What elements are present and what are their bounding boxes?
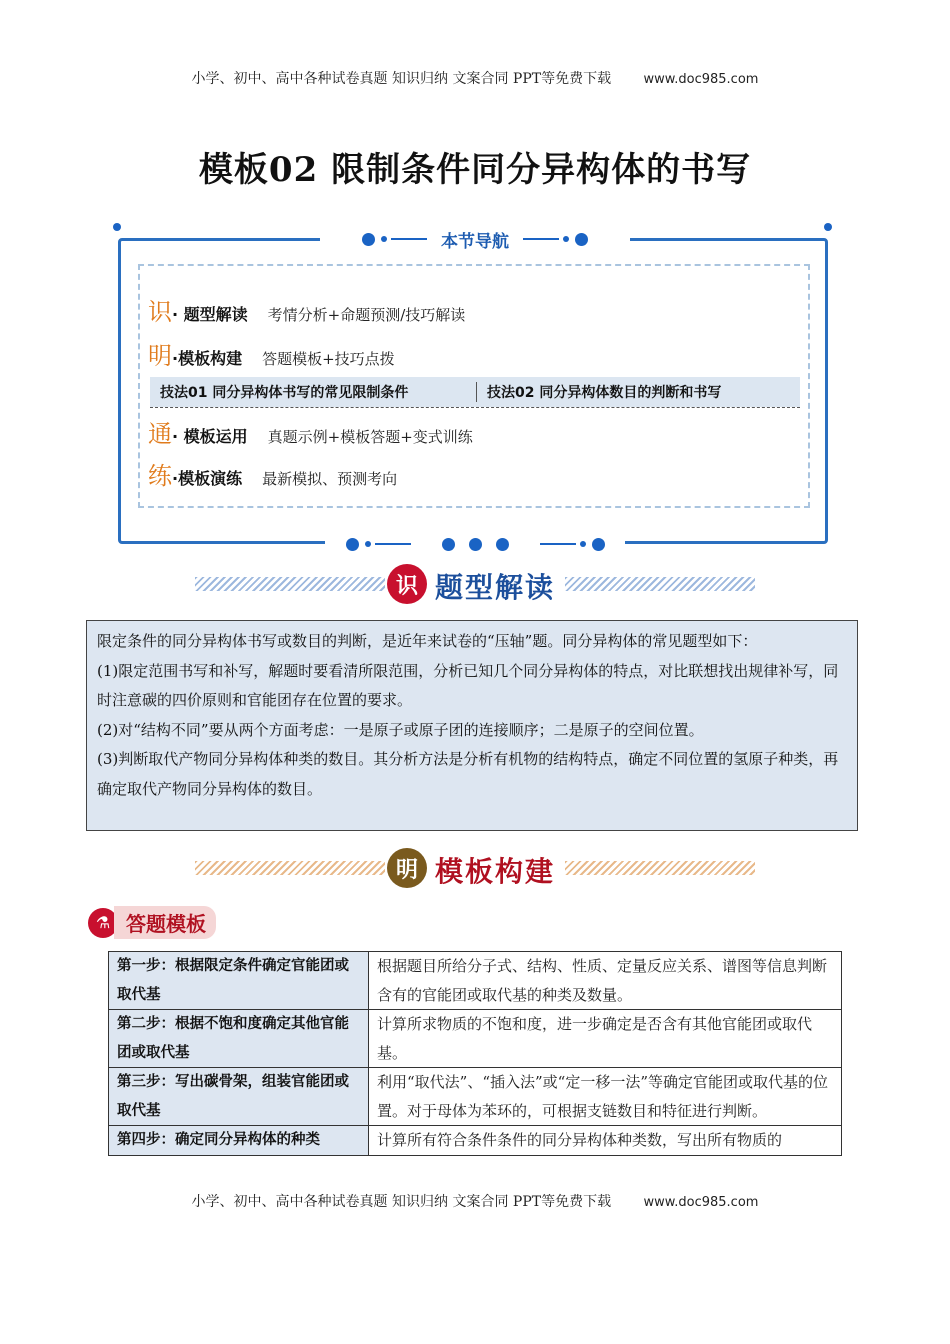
step-detail: 根据题目所给分子式、结构、性质、定量反应关系、谱图等信息判断含有的官能团或取代基的种类及数量。 [369,952,842,1010]
section-title: 模板构建 [435,855,556,888]
dot-icon [442,538,455,551]
skills-bar [150,377,800,407]
banner-stripe [195,577,385,591]
step-key: 第一步：根据限定条件确定官能团或取代基 [109,952,369,1010]
line-decoration [375,543,411,545]
section-title: 题型解读 [435,571,556,604]
nav-item-char: 通 [148,420,172,448]
nav-item-key: · 题型解读 [172,305,248,324]
dot-icon [496,538,509,551]
intro-paragraph: 限定条件的同分异构体书写或数目的判断，是近年来试卷的“压轴”题。同分异构体的常见题型如下： [97,632,758,650]
nav-item-desc: 考情分析+命题预测/技巧解读 [267,306,466,324]
nav-item-char: 识 [148,298,172,326]
nav-heading-label: 本节导航 [441,231,509,252]
header-text: 小学、初中、高中各种试卷真题 知识归纳 文案合同 PPT等免费下载 [191,71,612,87]
intro-paragraph: (2)对“结构不同”要从两个方面考虑：一是原子或原子团的连接顺序；二是原子的空间位置。 [97,720,704,739]
banner-stripe [565,861,755,875]
flask-icon: ⚗ [88,908,118,938]
dot-icon [381,236,387,242]
nav-item-apply[interactable] [148,414,473,449]
dot-icon [575,233,588,246]
section-banner-template [195,846,755,890]
step-detail: 计算所求物质的不饱和度，进一步确定是否含有其他官能团或取代基。 [369,1010,842,1068]
footer-site-link[interactable]: www.doc985.com [643,1195,759,1210]
nav-item-key: · 模板运用 [172,427,248,446]
corner-dot-icon [824,223,832,231]
intro-box [86,620,858,831]
table-row [109,1126,842,1156]
dot-icon [563,236,569,242]
header-site-link[interactable]: www.doc985.com [643,72,759,87]
step-detail: 利用“取代法”、“插入法”或“定一移一法”等确定官能团或取代基的位置。对于母体为苯环的，可根据支链数目和特征进行判断。 [369,1068,842,1126]
dot-icon [365,541,371,547]
table-row [109,952,842,1010]
intro-paragraph: (3)判断取代产物同分异构体种类的数目。其分析方法是分析有机物的结构特点，确定不同位置的氢原子种类，再确定取代产物同分异构体的数目。 [97,750,839,798]
line-decoration [391,238,427,240]
table-row [109,1068,842,1126]
seal-icon: 识 [387,564,427,604]
step-key: 第三步：写出碳骨架，组装官能团或取代基 [109,1068,369,1126]
line-decoration [540,543,576,545]
nav-item-desc: 真题示例+模板答题+变式训练 [267,428,473,446]
step-detail: 计算所有符合条件条件的同分异构体种类数，写出所有物质的 [369,1126,842,1156]
dot-icon [580,541,586,547]
footer-text: 小学、初中、高中各种试卷真题 知识归纳 文案合同 PPT等免费下载 [191,1194,612,1210]
seal-icon: 明 [387,848,427,888]
nav-heading [320,226,630,252]
intro-paragraph: (1)限定范围书写和补写，解题时要看清所限范围，分析已知几个同分异构体的特点，对比联想找出规律补写，同时注意碳的四价原则和官能团存在位置的要求。 [97,661,839,709]
dot-icon [362,233,375,246]
banner-stripe [565,577,755,591]
nav-item-build[interactable] [148,336,395,371]
page-header [0,68,950,88]
banner-stripe [195,861,385,875]
page-footer [0,1191,950,1211]
nav-item-char: 练 [148,462,172,490]
section-banner-question-type [195,562,755,606]
dot-icon [592,538,605,551]
step-key: 第四步：确定同分异构体的种类 [109,1126,369,1156]
table-row [109,1010,842,1068]
corner-dot-icon [113,223,121,231]
nav-item-desc: 答题模板+技巧点拨 [262,350,395,368]
steps-table [108,951,842,1156]
step-key: 第二步：根据不饱和度确定其他官能团或取代基 [109,1010,369,1068]
page-title: 模板02 限制条件同分异构体的书写 [198,150,752,190]
line-decoration [523,238,559,240]
nav-item-char: 明 [148,342,172,370]
nav-footer-decoration [325,532,625,556]
answer-template-label: 答题模板 [114,906,216,939]
answer-template-heading [88,906,216,939]
nav-item-practice[interactable] [148,456,397,491]
nav-item-key: ·模板演练 [172,469,243,488]
nav-item-desc: 最新模拟、预测考向 [262,470,398,488]
nav-item-key: ·模板构建 [172,349,243,368]
nav-item-identify[interactable] [148,292,465,327]
dot-icon [346,538,359,551]
dot-icon [469,538,482,551]
skill-link-1[interactable]: 技法01 同分异构体书写的常见限制条件 [150,382,477,402]
skill-link-2[interactable]: 技法02 同分异构体数目的判断和书写 [487,385,722,401]
skills-divider [150,407,800,408]
